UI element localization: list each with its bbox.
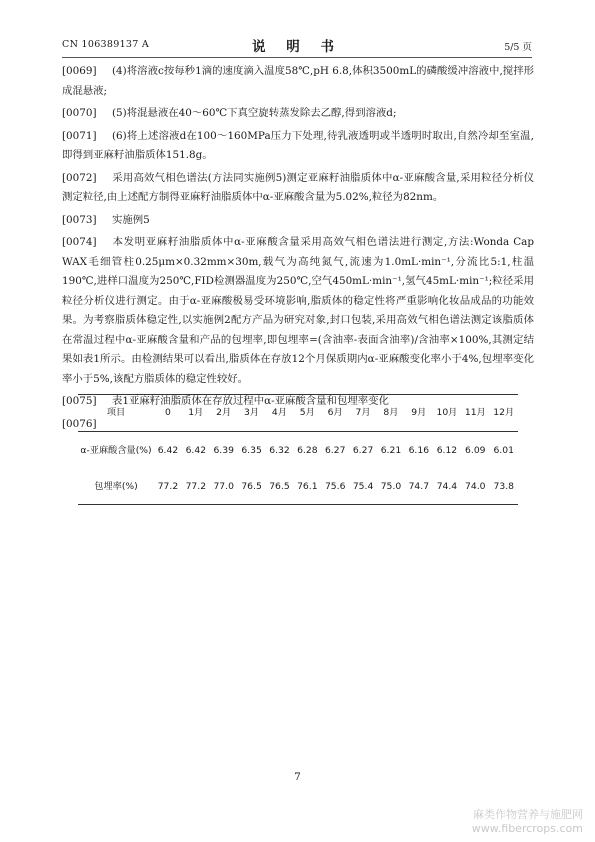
watermark-line: 麻类作物营养与施肥网 [473,808,583,821]
table-cell: 6.01 [493,444,514,456]
paragraph-0069 [62,62,534,101]
paragraph-text: 采用高效气相色谱法(方法同实施例5)测定亚麻籽油脂质体中α-亚麻酸含量,采用粒径分析仪测定粒径,由上述配方制得亚麻籽油脂质体中α-亚麻酸含量为5.02%,粒径为82nm。 [62,171,534,203]
table-cell: 74.4 [436,480,458,492]
column-header: 7月 [355,407,371,418]
document-title: 说 明 书 [252,39,342,55]
paragraph-0070 [62,104,534,124]
paragraph-text: (5)将混悬液在40～60℃下真空旋转蒸发除去乙醇,得到溶液d; [112,107,397,119]
page-number: 7 [294,771,301,783]
paragraph-tag: [0074] [62,236,97,248]
column-header: 3月 [244,407,260,418]
paragraph-tag: [0070] [62,107,97,119]
row-label: α-亚麻酸含量(%) [80,444,152,456]
paragraph-tag: [0076] [62,417,97,430]
table-cell: 75.6 [324,480,346,492]
column-header: 0 [165,407,171,418]
paragraph-tag: [0075] [62,395,97,407]
column-header: 4月 [271,407,287,418]
page-count: 5/5 页 [504,42,532,53]
column-header: 9月 [411,407,427,418]
table-cell: 6.12 [436,444,458,456]
row-label: 包埋率(%) [94,480,138,492]
table-cell: 74.7 [408,480,430,492]
document-body [62,62,534,437]
table-cell: 73.8 [493,480,514,492]
section-heading: 实施例5 [112,213,150,226]
table-cell: 77.2 [185,480,207,492]
table-cell: 76.1 [297,480,318,492]
table-cell: 6.39 [213,444,234,456]
column-header: 1月 [188,407,204,418]
table-cell: 6.21 [380,444,402,456]
paragraph-text: (4)将溶液c按每秒1滴的速度滴入温度58℃,pH 6.8,体积3500mL的磷酸缓冲溶液中,搅拌形成混悬液; [62,65,534,97]
table-cell: 74.0 [465,480,486,492]
table-cell: 76.5 [269,480,290,492]
paragraph-0073 [62,211,534,231]
column-header: 2月 [216,407,232,418]
column-header: 项目 [106,407,126,418]
column-header: 5月 [299,407,315,418]
column-header: 12月 [493,407,515,418]
paragraph-tag: [0072] [62,171,97,184]
column-header: 6月 [327,407,343,418]
patent-number: CN 106389137 A [62,39,150,50]
table-cell: 6.42 [157,444,179,456]
watermark-url: www.fibercrops.com [471,822,583,835]
table-cell: 6.09 [465,444,486,456]
table-cell: 6.35 [241,444,262,456]
paragraph-text: (6)将上述溶液d在100～160MPa压力下处理,待乳液透明或半透明时取出,自然冷却至室温,即得到亚麻籽油脂质体151.8g。 [62,129,534,161]
paragraph-tag: [0073] [62,213,97,226]
paragraph-0074 [62,233,534,389]
table-cell: 6.27 [352,444,374,456]
page-header [62,36,532,54]
paragraph-tag: [0071] [62,129,97,142]
table-cell: 6.32 [269,444,290,456]
column-header: 11月 [464,407,486,418]
header-rule [62,57,532,58]
paragraph-text: 本发明亚麻籽油脂质体中α-亚麻酸含量采用高效气相色谱法进行测定,方法:Wonda Cap WAX毛细管柱0.25μm×0.32mm×30m,载气为高纯氮气,流速为1.0mL·min⁻¹,分流比5:1,柱温190℃,进样口温度为250℃,FID检测器温度为250℃,空气450mL·min⁻¹,氢气45mL·min⁻¹;粒径采用粒径分析仪进行测定。由于α-亚麻酸极易受环境影响,脂质体的稳定性将严重影响化妆品成品的功能效果。为考察脂质体稳定性,以实施例2配方产品为研究对象,封口包装,采用高效气相色谱法测定该脂质体在常温过程中α-亚麻酸含量和产品的包埋率,即包埋率=(含油率-表面含油率)/含油率×100%,其测定结果如表1所示。由检测结果可以看出,脂质体在存放12个月保质期内α-亚麻酸变化率小于4%,包埋率变化率小于5%,该配方脂质体的稳定性较好。 [62,236,534,385]
table-cell: 6.28 [297,444,318,456]
table-caption: 表1亚麻籽油脂质体在存放过程中α-亚麻酸含量和包埋率变化 [112,395,389,407]
table-row [78,468,518,505]
stability-table [78,394,518,505]
table-cell: 6.27 [324,444,346,456]
table-cell: 77.0 [213,480,234,492]
paragraph-0071 [62,127,534,166]
table-row [78,432,518,469]
paragraph-tag: [0069] [62,65,97,77]
watermark [472,808,583,836]
table-cell: 76.5 [241,480,262,492]
table-cell: 77.2 [157,480,179,492]
column-header: 10月 [436,407,458,418]
table-cell: 6.16 [408,444,430,456]
column-header: 8月 [383,407,399,418]
table-cell: 6.42 [185,444,207,456]
paragraph-0072 [62,169,534,208]
table-cell: 75.0 [380,480,402,492]
table-cell: 75.4 [352,480,374,492]
table-header-row [78,395,518,432]
